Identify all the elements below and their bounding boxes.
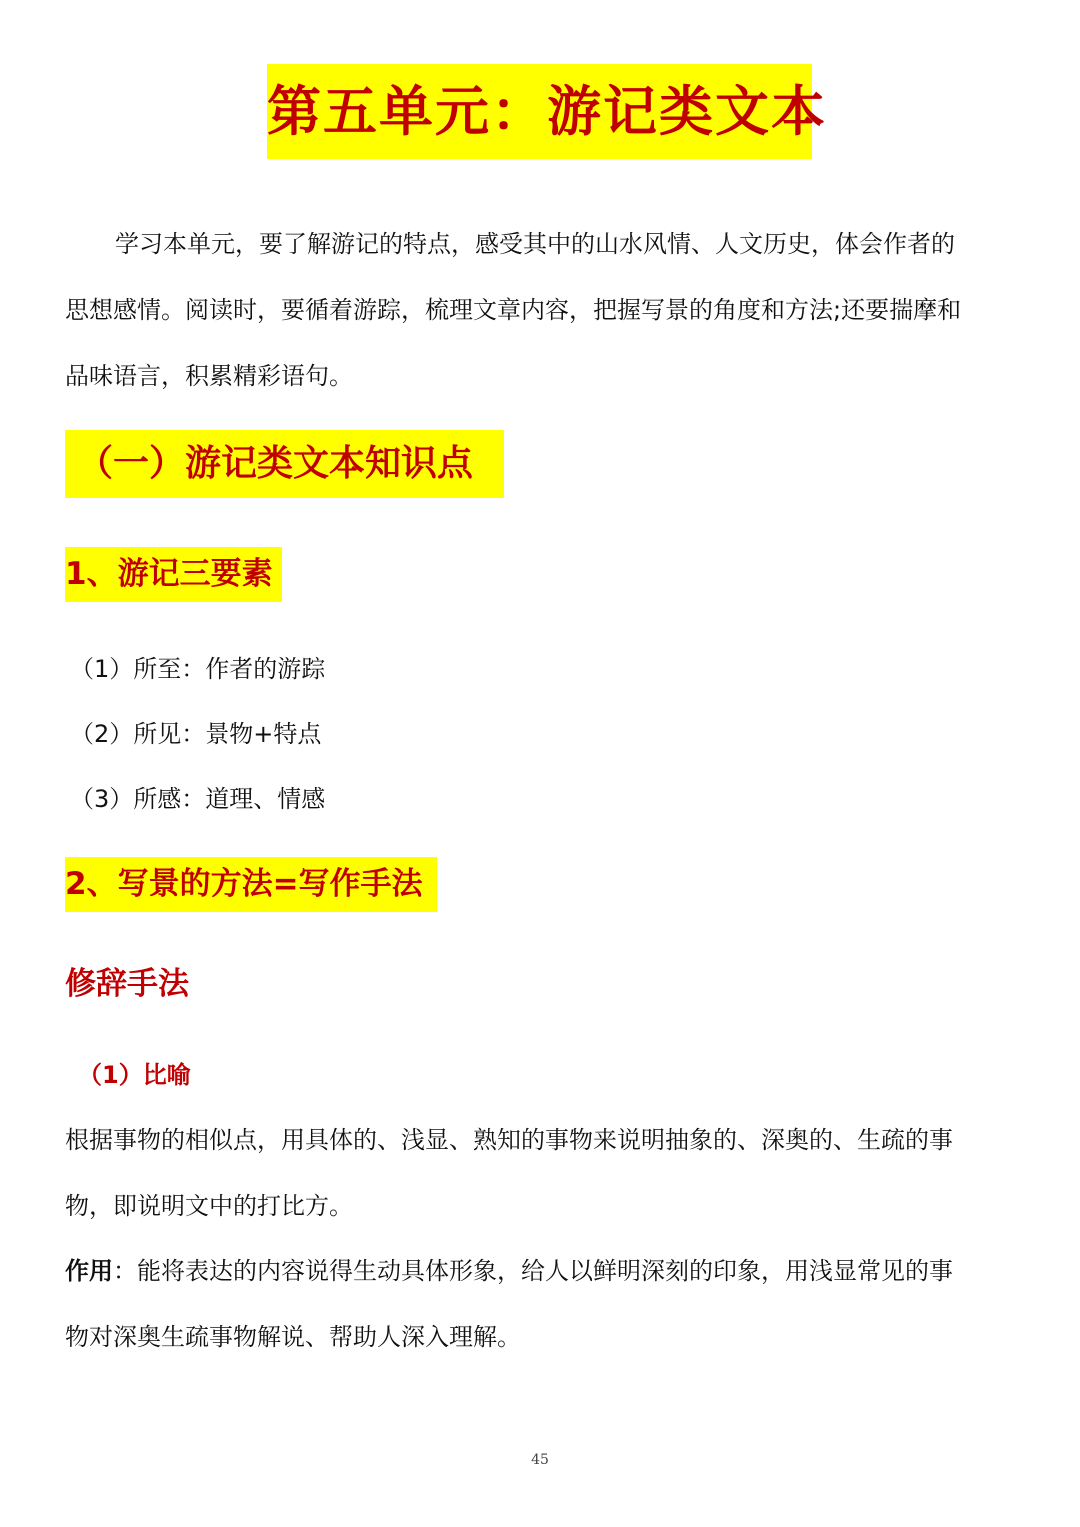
intro-line-1: 学习本单元，要了解游记的特点，感受其中的山水风情、人文历史，体会作者的: [115, 230, 955, 258]
effect-line-1: [65, 1255, 953, 1287]
heading-metaphor: （1）比喻: [78, 1061, 191, 1089]
heading-scenery-methods: 2、写景的方法=写作手法: [65, 857, 437, 912]
section-heading: （一）游记类文本知识点: [65, 430, 504, 498]
list-item: （1）所至：作者的游踪: [70, 655, 326, 683]
effect-label: 作用: [65, 1257, 113, 1285]
effect-line-2: 物对深奥生疏事物解说、帮助人深入理解。: [65, 1323, 521, 1351]
intro-line-2: 思想感情。阅读时，要循着游踪，梳理文章内容，把握写景的角度和方法;还要揣摩和: [65, 296, 962, 324]
list-item: （2）所见：景物+特点: [70, 720, 322, 748]
page-number: 45: [531, 1452, 549, 1468]
list-item: （3）所感：道理、情感: [70, 785, 326, 813]
page-title: 第五单元：游记类文本: [267, 64, 812, 159]
definition-line-1: 根据事物的相似点，用具体的、浅显、熟知的事物来说明抽象的、深奥的、生疏的事: [65, 1126, 953, 1154]
heading-rhetoric: 修辞手法: [65, 966, 189, 1002]
intro-line-3: 品味语言，积累精彩语句。: [65, 362, 353, 390]
heading-three-elements: 1、游记三要素: [65, 547, 282, 602]
definition-line-2: 物，即说明文中的打比方。: [65, 1192, 353, 1220]
effect-text: ：能将表达的内容说得生动具体形象，给人以鲜明深刻的印象，用浅显常见的事: [113, 1257, 953, 1285]
